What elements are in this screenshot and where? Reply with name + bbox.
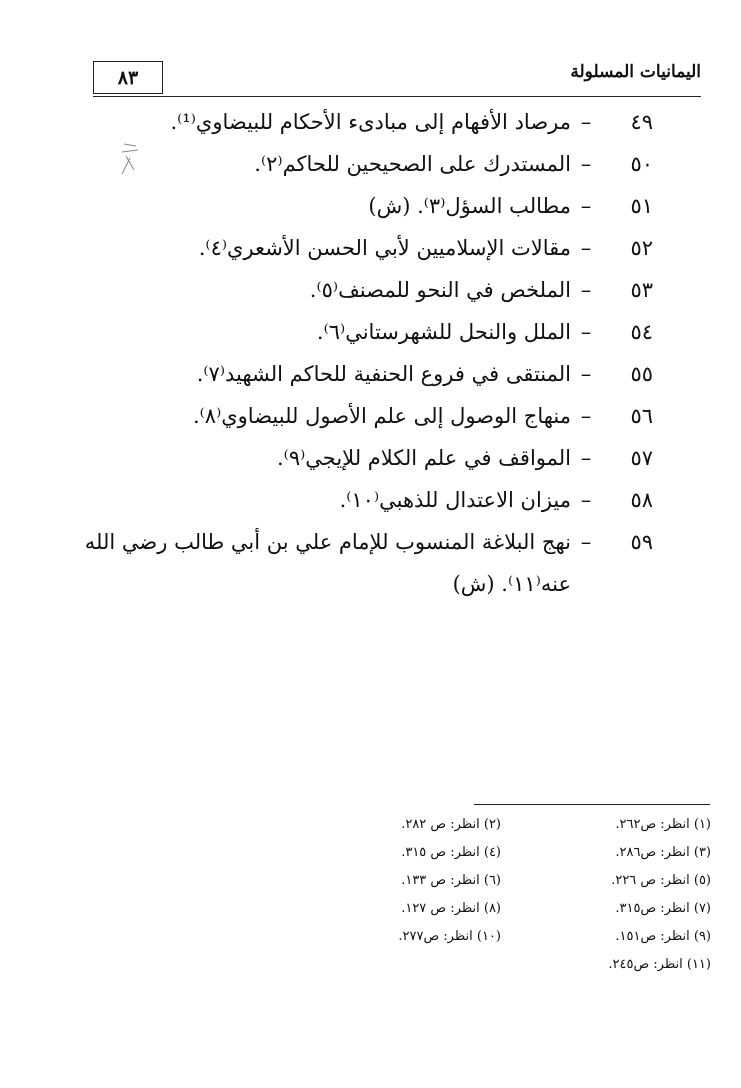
page-number-box [93,61,163,94]
footnote: (٦) انظر: ص ١٣٣. [401,873,501,888]
entry-number: ٥٧ [630,446,653,470]
footnote: (١٠) انظر: ص٢٧٧. [398,929,501,944]
footnote-row [291,845,711,873]
entry-text: ميزان الاعتدال للذهبي⁽١٠⁾. [339,488,571,512]
list-item [53,446,653,488]
list-item [53,488,653,530]
list-item [53,320,653,362]
entry-text: منهاج الوصول إلى علم الأصول للبيضاوي⁽٨⁾. [192,404,571,428]
entry-number: ٥٩ [630,530,653,554]
running-title: اليمانيات المسلولة [570,62,701,82]
footnote: (٧) انظر: ص٣١٥. [615,901,711,916]
entry-number: ٥٦ [630,404,653,428]
entry-text: نهج البلاغة المنسوب للإمام علي بن أبي طالب رضي الله [84,530,571,554]
entry-line [53,530,653,572]
entry-dash: – [580,488,592,512]
entry-text: مقالات الإسلاميين لأبي الحسن الأشعري⁽٤⁾. [198,236,571,260]
list-item [53,278,653,320]
entry-number: ٥٠ [630,152,653,176]
page-number: ٨٣ [117,66,139,89]
entry-text: المواقف في علم الكلام للإيجي⁽٩⁾. [276,446,571,470]
entry-number: ٥٤ [630,320,653,344]
header-rule [93,96,701,97]
entry-text: مطالب السؤل⁽٣⁾. (ش) [368,194,571,218]
footnotes [291,817,711,985]
footnote-row [291,901,711,929]
entry-number: ٥٣ [630,278,653,302]
list-item [53,152,653,194]
entry-dash: – [580,236,592,260]
entry-dash: – [580,530,592,554]
list-item [53,236,653,278]
entry-number: ٤٩ [630,110,653,134]
footnote [291,957,501,985]
footnote: (٣) انظر: ص٢٨٦. [615,845,711,860]
list-item [53,362,653,404]
footnote: (٥) انظر: ص ٢٢٦. [611,873,711,888]
entry-text: المنتقى في فروع الحنفية للحاكم الشهيد⁽٧⁾. [196,362,571,386]
entry-text: مرصاد الأفهام إلى مبادىء الأحكام للبيضاوي⁽¹⁾. [170,110,571,134]
footnote: (٢) انظر: ص ٢٨٢. [401,817,501,832]
entry-text: الملخص في النحو للمصنف⁽٥⁾. [309,278,571,302]
footnote: (٨) انظر: ص ١٢٧. [401,901,501,916]
entry-number: ٥٢ [630,236,653,260]
entry-dash: – [580,362,592,386]
entry-continuation: عنه⁽١١⁾. (ش) [452,572,571,596]
entry-dash: – [580,152,592,176]
list-item [53,530,653,612]
entry-dash: – [580,110,592,134]
footnote-row [291,873,711,901]
footnote: (٩) انظر: ص١٥١. [615,929,711,944]
entry-number: ٥٥ [630,362,653,386]
entry-dash: – [580,278,592,302]
list-item [53,194,653,236]
footnote-row [291,817,711,845]
entry-number: ٥٨ [630,488,653,512]
entry-dash: – [580,404,592,428]
footnote-rule [474,804,710,805]
footnote: (١) انظر: ص٢٦٢. [615,817,711,832]
footnote-row [291,957,711,985]
entry-number: ٥١ [630,194,653,218]
entry-dash: – [580,194,592,218]
list-item [53,404,653,446]
entries-list [53,110,653,612]
footnote-row [291,929,711,957]
entry-text: المستدرك على الصحيحين للحاكم⁽٢⁾. [254,152,571,176]
entry-dash: – [580,320,592,344]
footnote: (٤) انظر: ص ٣١٥. [401,845,501,860]
footnote: (١١) انظر: ص٢٤٥. [608,957,711,972]
entry-text: الملل والنحل للشهرستاني⁽٦⁾. [316,320,571,344]
entry-dash: – [580,446,592,470]
list-item [53,110,653,152]
